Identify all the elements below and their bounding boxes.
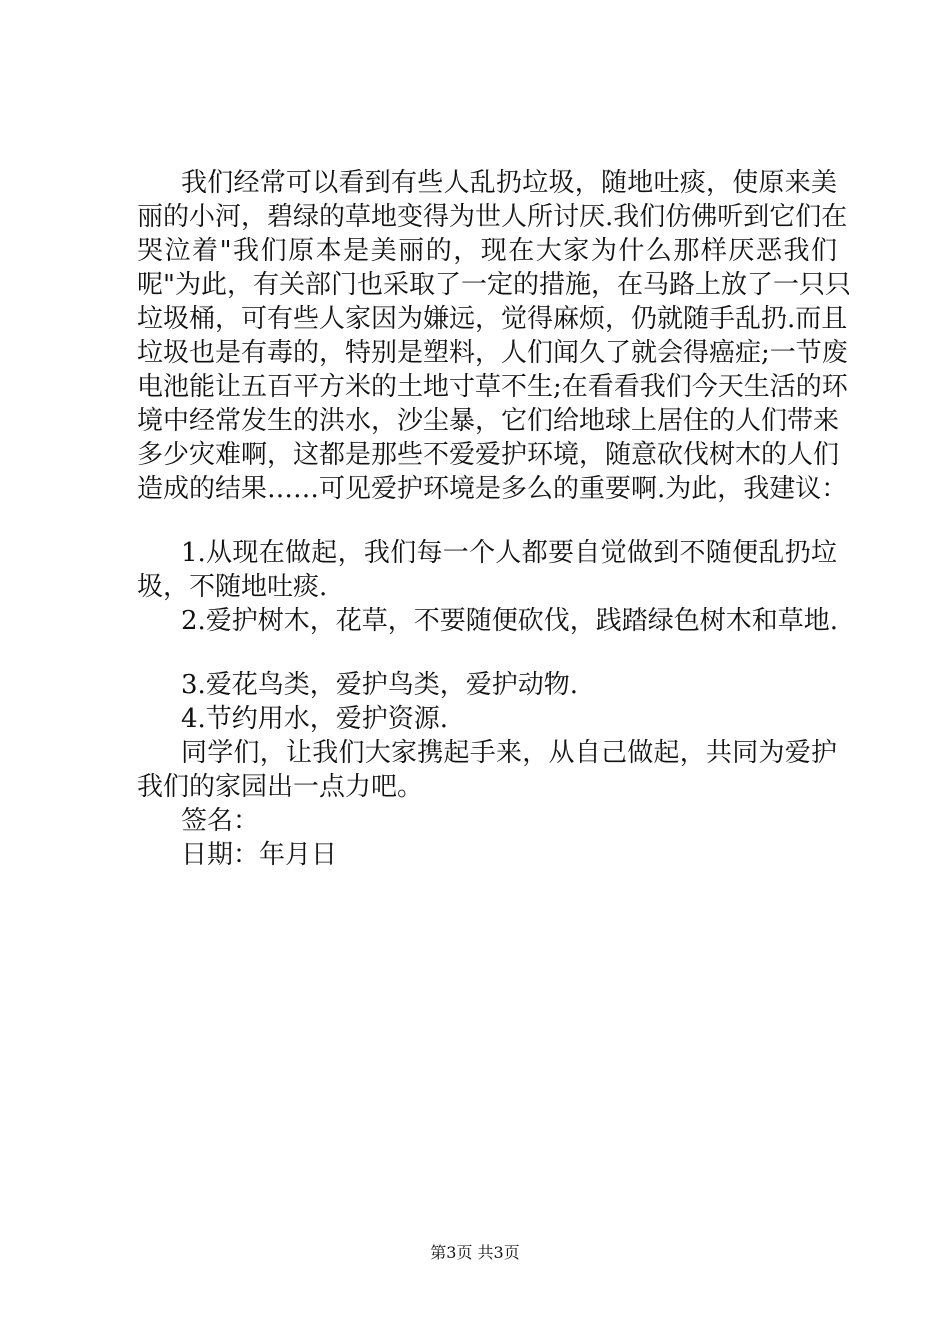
text-line: 电池能让五百平方米的土地寸草不生;在看看我们今天生活的环 <box>137 372 848 402</box>
signature-label: 签名： <box>181 806 260 836</box>
date-label: 日期：年月日 <box>181 840 338 870</box>
suggestion-item-1 <box>137 536 837 604</box>
text-line: 境中经常发生的洪水，沙尘暴，它们给地球上居住的人们带来 <box>137 406 840 436</box>
suggestion-item-2: 2.爱护树木，花草，不要随便砍伐，践踏绿色树木和草地. <box>181 606 839 636</box>
text-line: 呢"为此，有关部门也采取了一定的措施，在马路上放了一只只 <box>137 270 851 300</box>
text-line: 造成的结果……可见爱护环境是多么的重要啊.为此，我建议： <box>137 474 848 504</box>
text-line: 1.从现在做起，我们每一个人都要自觉做到不随便乱扔垃 <box>181 538 837 568</box>
text-line: 垃圾也是有毒的，特别是塑料，人们闻久了就会得癌症;一节废 <box>137 338 848 368</box>
text-line: 圾，不随地吐痰. <box>137 572 328 602</box>
paragraph-intro <box>137 166 851 506</box>
document-body <box>137 166 851 872</box>
page-footer: 第3页 共3页 <box>430 1243 520 1262</box>
text-line: 我们经常可以看到有些人乱扔垃圾，随地吐痰，使原来美 <box>181 168 837 198</box>
text-line: 我们的家园出一点力吧。 <box>137 772 424 802</box>
suggestion-item-4: 4.节约用水，爱护资源. <box>181 704 449 734</box>
suggestion-item-3: 3.爱花鸟类，爱护鸟类，爱护动物. <box>181 670 579 700</box>
text-line: 丽的小河，碧绿的草地变得为世人所讨厌.我们仿佛听到它们在 <box>137 202 848 232</box>
closing-paragraph <box>137 736 837 804</box>
text-line: 哭泣着"我们原本是美丽的，现在大家为什么那样厌恶我们 <box>137 236 837 266</box>
text-line: 同学们，让我们大家携起手来，从自己做起，共同为爱护 <box>181 738 837 768</box>
text-line: 垃圾桶，可有些人家因为嫌远，觉得麻烦，仍就随手乱扔.而且 <box>137 304 848 334</box>
text-line: 多少灾难啊，这都是那些不爱爱护环境，随意砍伐树木的人们 <box>137 440 840 470</box>
